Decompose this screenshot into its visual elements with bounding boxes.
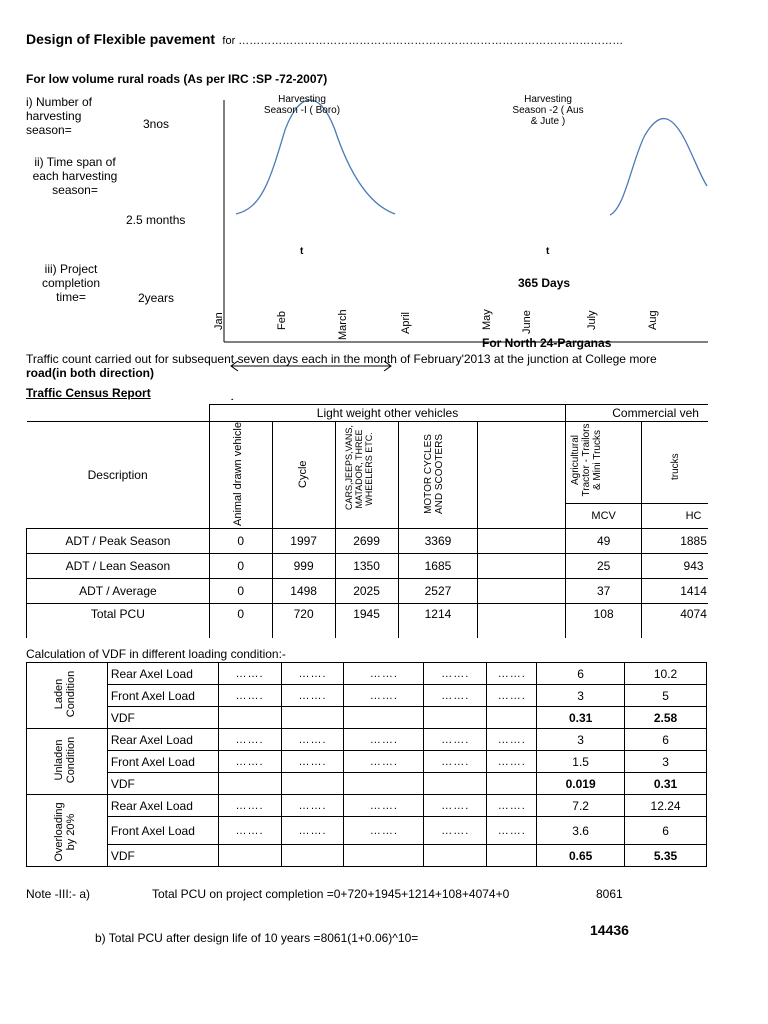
vdf-mcv: 0.019	[537, 773, 625, 795]
vdf-dots-cell: …….	[344, 663, 424, 685]
vdf-dots-cell: …….	[344, 795, 424, 817]
vdf-dots-cell: …….	[281, 817, 344, 845]
harvest-chart	[0, 0, 768, 400]
param-value-1: 3nos	[143, 117, 170, 131]
col-tractor: Agricultural Tractor - Trailors & Mini Trucks	[566, 422, 642, 504]
vdf-dots-cell: …….	[218, 795, 281, 817]
vdf-dots-cell	[487, 707, 537, 729]
vdf-dots-cell	[344, 773, 424, 795]
census-title: Traffic Census Report	[26, 386, 151, 400]
vdf-dots-cell: …….	[218, 685, 281, 707]
table-row	[27, 751, 707, 773]
vdf-row-label: Front Axel Load	[107, 751, 218, 773]
col-animal: Animal drawn vehicle	[209, 422, 272, 529]
season-2-curve	[610, 119, 707, 215]
for-text: for ……………………………………………………………………………………………	[222, 35, 624, 47]
vdf-mcv: 3.6	[537, 817, 625, 845]
traffic-note-1: Traffic count carried out for subsequent seven days each in the month of February'2013 at the junction at College more	[26, 352, 657, 366]
vdf-dots-cell: …….	[487, 729, 537, 751]
col-cycle: Cycle	[272, 422, 335, 529]
vdf-dots-cell: …….	[281, 751, 344, 773]
region-label: For North 24-Parganas	[482, 336, 612, 350]
vdf-mcv: 6	[537, 663, 625, 685]
vdf-dots-cell: …….	[218, 751, 281, 773]
subtitle: For low volume rural roads (As per IRC :SP -72-2007)	[26, 72, 328, 86]
sub-hcv: HC	[642, 503, 708, 528]
vdf-dots-cell: …….	[281, 795, 344, 817]
vdf-row-label: VDF	[107, 707, 218, 729]
col-trucks: trucks	[642, 422, 708, 504]
vdf-title: Calculation of VDF in different loading condition:-	[26, 647, 286, 661]
vdf-dots-cell: …….	[424, 685, 487, 707]
vdf-dots-cell: …….	[424, 795, 487, 817]
vdf-dots-cell: …….	[218, 729, 281, 751]
param-value-2: 2.5 months	[126, 213, 186, 227]
vdf-dots-cell	[218, 707, 281, 729]
param-label-1: i) Number of harvesting season=	[26, 95, 93, 137]
chart-t-2: t	[546, 246, 550, 257]
table-row: ADT / Peak Season 0 1997 2699 3369 49 1885	[27, 529, 709, 554]
month-aug: Aug	[647, 310, 659, 330]
vdf-dots-cell	[424, 707, 487, 729]
table-row: ADT / Average 0 1498 2025 2527 37 1414	[27, 579, 709, 604]
vdf-row-label: VDF	[107, 845, 218, 867]
vdf-mcv: 3	[537, 685, 625, 707]
vdf-hcv: 5	[625, 685, 707, 707]
vdf-dots-cell: …….	[424, 663, 487, 685]
vdf-mcv: 3	[537, 729, 625, 751]
param-value-3: 2years	[138, 291, 175, 305]
vdf-mcv: 0.31	[537, 707, 625, 729]
days-label: 365 Days	[518, 276, 571, 290]
param-label-2: ii) Time span of each harvesting season=	[32, 155, 118, 197]
vdf-dots-cell: …….	[424, 817, 487, 845]
vdf-hcv: 0.31	[625, 773, 707, 795]
vdf-hcv: 2.58	[625, 707, 707, 729]
vdf-group-label: Unladen Condition	[27, 729, 108, 795]
vdf-dots-cell: …….	[424, 729, 487, 751]
vdf-dots-cell	[218, 845, 281, 867]
traffic-note-2: road(in both direction)	[26, 366, 154, 380]
col-cars: CARS,JEEPS,VANS, MATADOR, THREE WHEELERS ETC.	[335, 422, 398, 529]
vdf-hcv: 3	[625, 751, 707, 773]
vdf-hcv: 12.24	[625, 795, 707, 817]
vdf-dots-cell	[344, 707, 424, 729]
table-row	[27, 729, 707, 751]
season-1-label: Harvesting Season -I ( Boro)	[263, 94, 341, 116]
vdf-dots-cell	[281, 845, 344, 867]
month-jan: Jan	[213, 312, 225, 330]
chart-t-1: t	[300, 246, 304, 257]
vdf-dots-cell: …….	[487, 795, 537, 817]
note-b-text: b) Total PCU after design life of 10 years =8061(1+0.06)^10=	[95, 931, 419, 945]
vdf-row-label: Front Axel Load	[107, 817, 218, 845]
note-a-label: Note -III:- a)	[26, 887, 91, 901]
param-label-3: iii) Project completion time=	[41, 262, 101, 304]
table-row	[27, 707, 707, 729]
table-row	[27, 663, 707, 685]
sub-mcv: MCV	[566, 503, 642, 528]
table-row	[27, 817, 707, 845]
vdf-dots-cell: …….	[281, 685, 344, 707]
note-a-value: 8061	[596, 887, 623, 901]
vdf-dots-cell	[281, 707, 344, 729]
vdf-dots-cell	[424, 845, 487, 867]
vdf-mcv: 0.65	[537, 845, 625, 867]
vdf-row-label: Front Axel Load	[107, 685, 218, 707]
note-b-value: 14436	[590, 922, 629, 938]
table-row: ADT / Lean Season 0 999 1350 1685 25 943	[27, 554, 709, 579]
vdf-dots-cell	[487, 845, 537, 867]
table-row	[27, 845, 707, 867]
census-table-wrap	[26, 404, 708, 638]
vdf-hcv: 10.2	[625, 663, 707, 685]
census-description: Description	[27, 422, 210, 529]
table-row	[27, 685, 707, 707]
vdf-dots-cell: …….	[218, 817, 281, 845]
table-row	[27, 795, 707, 817]
arrow-head-left-2	[226, 399, 233, 400]
vdf-row-label: Rear Axel Load	[107, 729, 218, 751]
month-feb: Feb	[276, 311, 288, 330]
vdf-dots-cell: …….	[344, 729, 424, 751]
vdf-dots-cell	[424, 773, 487, 795]
month-march: March	[337, 309, 349, 340]
col-motorcycles: MOTOR CYCLES AND SCOOTERS	[398, 422, 478, 529]
month-july: July	[586, 310, 598, 330]
vdf-dots-cell: …….	[281, 729, 344, 751]
vdf-dots-cell	[487, 773, 537, 795]
census-group-2: Commercial veh	[566, 405, 708, 422]
vdf-hcv: 6	[625, 729, 707, 751]
note-a-text: Total PCU on project completion =0+720+1945+1214+108+4074+0	[152, 887, 510, 901]
vdf-group-label: Laden Condition	[27, 663, 108, 729]
vdf-dots-cell: …….	[281, 663, 344, 685]
table-row	[27, 773, 707, 795]
vdf-dots-cell: …….	[344, 751, 424, 773]
month-may: May	[481, 309, 493, 330]
vdf-hcv: 6	[625, 817, 707, 845]
vdf-dots-cell: …….	[487, 685, 537, 707]
vdf-dots-cell: …….	[487, 751, 537, 773]
month-april: April	[400, 311, 412, 334]
vdf-row-label: Rear Axel Load	[107, 795, 218, 817]
vdf-hcv: 5.35	[625, 845, 707, 867]
vdf-dots-cell	[218, 773, 281, 795]
vdf-dots-cell	[344, 845, 424, 867]
vdf-group-label: Overloading by 20%	[27, 795, 108, 867]
vdf-row-label: VDF	[107, 773, 218, 795]
season-1-curve	[236, 100, 395, 214]
vdf-dots-cell	[281, 773, 344, 795]
vdf-dots-cell: …….	[487, 663, 537, 685]
vdf-row-label: Rear Axel Load	[107, 663, 218, 685]
vdf-dots-cell: …….	[344, 817, 424, 845]
vdf-dots-cell: …….	[424, 751, 487, 773]
vdf-table	[26, 662, 707, 867]
vdf-dots-cell: …….	[487, 817, 537, 845]
title-text: Design of Flexible pavement	[26, 31, 216, 47]
col-empty	[478, 422, 566, 529]
vdf-mcv: 7.2	[537, 795, 625, 817]
vdf-mcv: 1.5	[537, 751, 625, 773]
month-june: June	[521, 310, 533, 334]
vdf-dots-cell: …….	[218, 663, 281, 685]
season-2-label: Harvesting Season -2 ( Aus & Jute )	[512, 94, 584, 127]
table-row: Total PCU 0 720 1945 1214 108 4074	[27, 604, 709, 639]
census-group-1: Light weight other vehicles	[209, 405, 565, 422]
vdf-dots-cell: …….	[344, 685, 424, 707]
census-table	[26, 404, 708, 638]
